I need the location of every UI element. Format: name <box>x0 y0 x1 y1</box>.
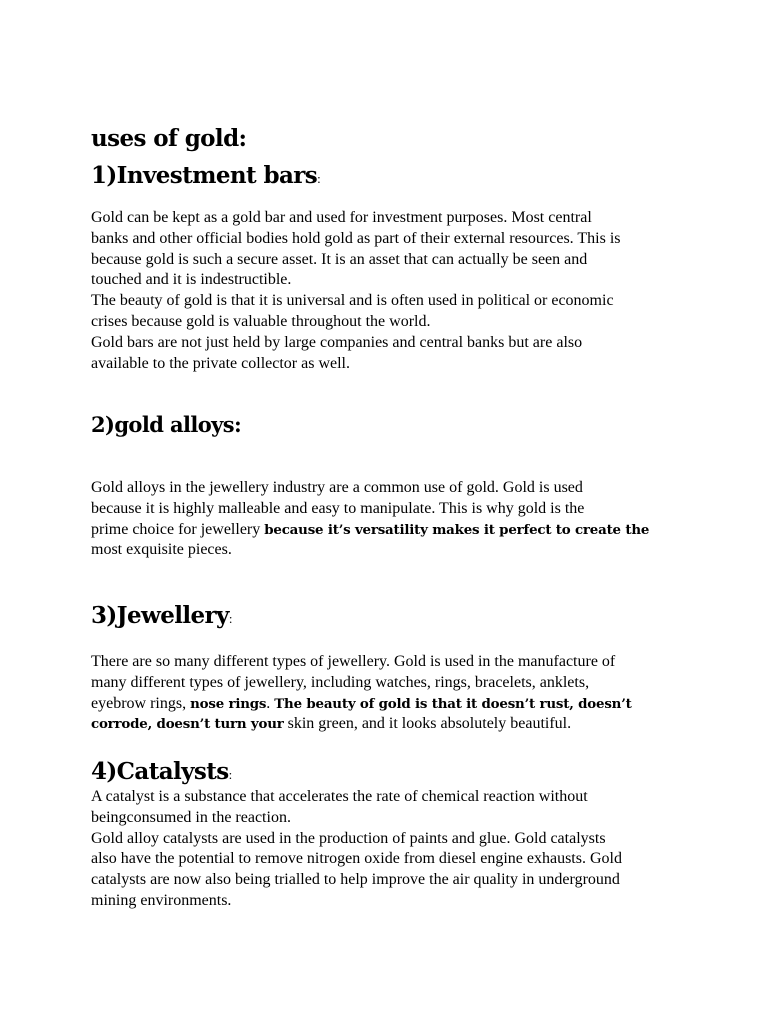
paragraph-line: A catalyst is a substance that accelerates the rate of chemical reaction without <box>91 788 588 805</box>
paragraph-line: because it is highly malleable and easy to manipulate. This is why gold is the <box>91 499 585 517</box>
section-heading-catalysts <box>91 757 691 790</box>
paragraph-line: Gold alloy catalysts are used in the production of paints and glue. Gold catalysts <box>91 829 606 847</box>
paragraph-bold-run: The beauty of gold is that it doesn’t rust, doesn’t <box>274 695 632 712</box>
paragraph-run: prime choice for jewellery <box>91 520 265 538</box>
section-heading-investment-bars <box>91 161 691 194</box>
paragraph-bold-run: because it’s versatility makes it perfect to create the <box>264 521 650 538</box>
paragraph-line: also have the potential to remove nitrogen oxide from diesel engine exhausts. Gold <box>91 850 622 868</box>
paragraph-line <box>91 694 691 715</box>
paragraph-line: Gold can be kept as a gold bar and used for investment purposes. Most central <box>91 209 592 226</box>
section-heading-jewellery <box>91 601 691 634</box>
paragraph-line: There are so many different types of jewellery. Gold is used in the manufacture of <box>91 653 616 670</box>
document-title <box>91 124 691 154</box>
paragraph-line: mining environments. <box>91 891 232 909</box>
paragraph-line: crises because gold is valuable throughout the world. <box>91 312 431 330</box>
paragraph-line: Gold bars are not just held by large companies and central banks but are also <box>91 333 583 351</box>
paragraph-bold-run: corrode, doesn’t turn your <box>91 716 284 733</box>
paragraph-bold-run: nose rings <box>190 695 267 712</box>
section-heading-colon: : <box>228 767 233 782</box>
section-heading-text: 4)Catalysts <box>91 758 229 785</box>
paragraph-line: catalysts are now also being trialled to help improve the air quality in underground <box>91 871 620 889</box>
paragraph-line: beingconsumed in the reaction. <box>91 808 291 826</box>
paragraph-line: touched and it is indestructible. <box>91 271 292 289</box>
paragraph-line: available to the private collector as well. <box>91 354 350 372</box>
section-paragraph-jewellery <box>91 652 691 735</box>
section-paragraph-catalysts <box>91 787 691 912</box>
section-paragraph-gold-alloys <box>91 478 691 561</box>
section-heading-gold-alloys <box>91 410 691 440</box>
section-paragraph-investment-bars <box>91 208 691 374</box>
paragraph-line: many different types of jewellery, including watches, rings, bracelets, anklets, <box>91 673 590 691</box>
section-heading-text: 3)Jewellery <box>91 602 229 629</box>
paragraph-line: The beauty of gold is that it is universal and is often used in political or economic <box>91 292 614 310</box>
paragraph-run: . <box>266 694 275 712</box>
section-heading-text: 2)gold alloys: <box>91 412 242 437</box>
paragraph-run: eyebrow rings, <box>91 694 191 712</box>
paragraph-line: because gold is such a secure asset. It is an asset that can actually be seen and <box>91 250 588 268</box>
section-heading-colon: : <box>228 611 233 626</box>
paragraph-line: Gold alloys in the jewellery industry are a common use of gold. Gold is used <box>91 479 583 496</box>
section-heading-text: 1)Investment bars <box>91 162 318 189</box>
paragraph-line <box>91 714 691 735</box>
paragraph-line: most exquisite pieces. <box>91 541 232 559</box>
paragraph-line: banks and other official bodies hold gold as part of their external resources. This is <box>91 229 621 247</box>
section-heading-colon: : <box>317 171 321 186</box>
document-title-text: uses of gold: <box>91 125 247 152</box>
paragraph-line <box>91 520 691 541</box>
paragraph-run: skin green, and it looks absolutely beautiful. <box>283 715 572 733</box>
